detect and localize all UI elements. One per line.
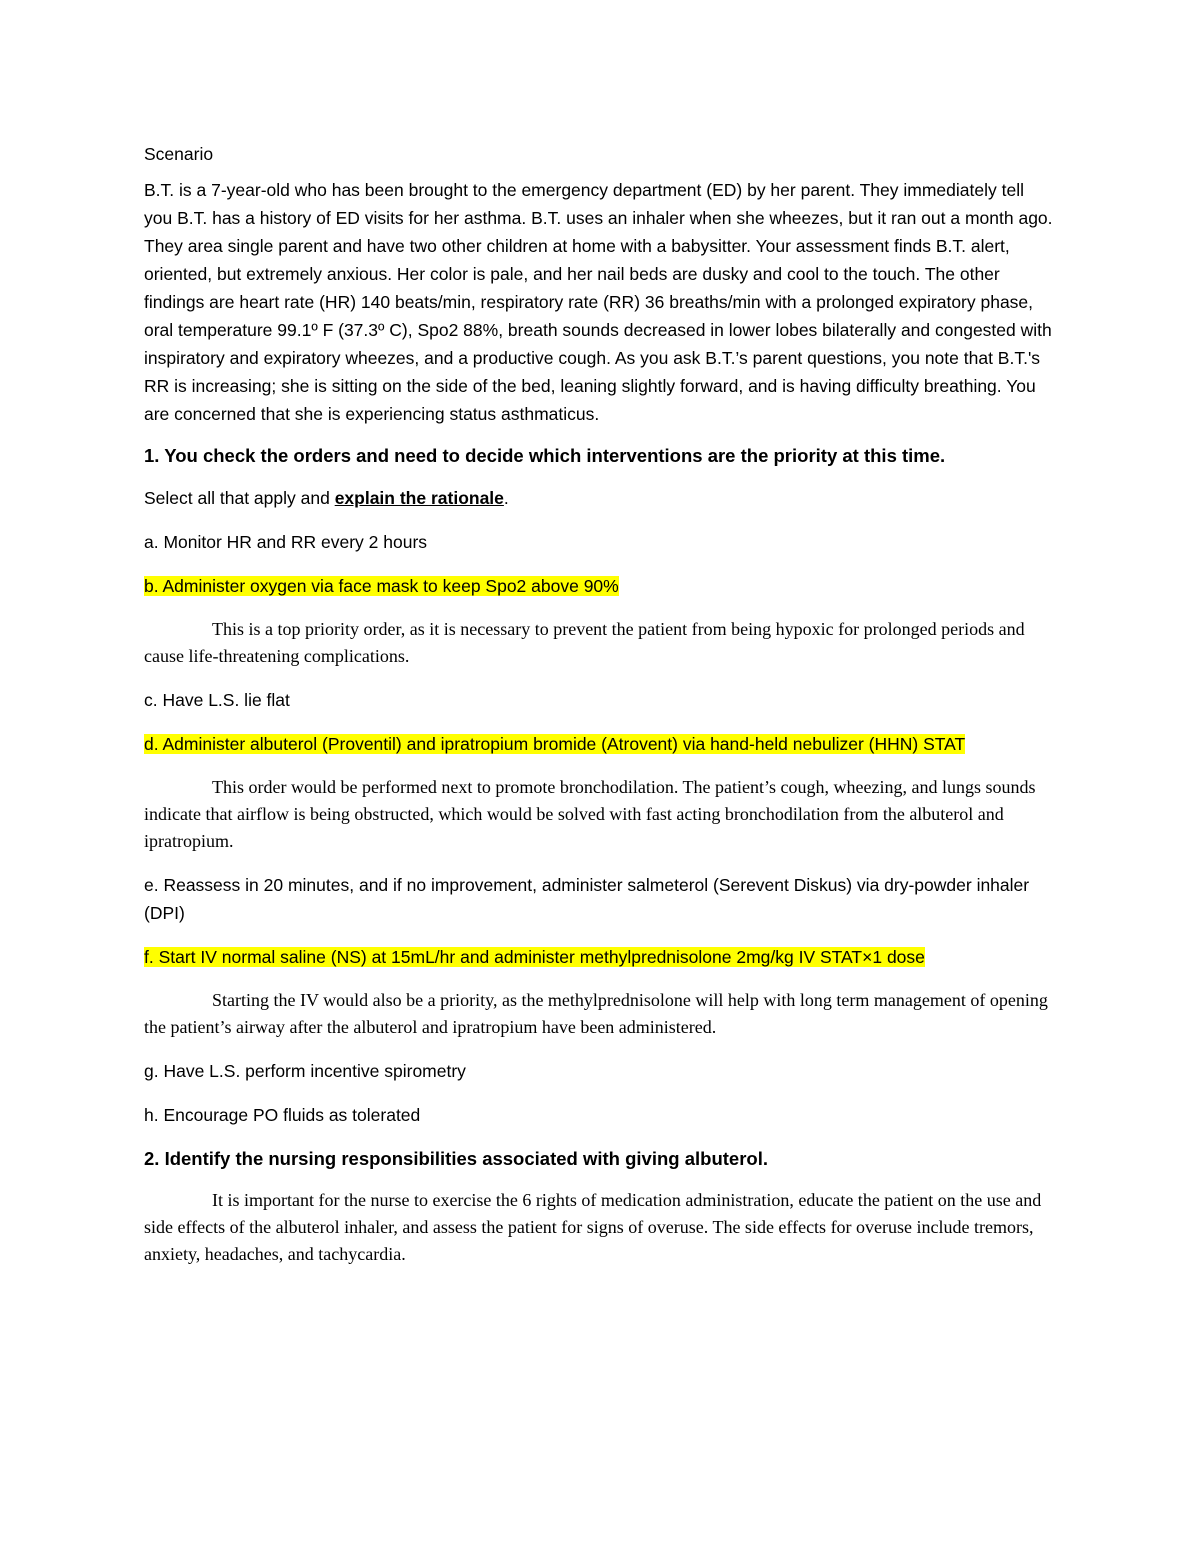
scenario-body: B.T. is a 7-year-old who has been brought to the emergency department (ED) by her parent. They immediately tell you B.T. has a history of ED visits for her asthma. B.T. uses an inhaler when she wheezes, but it ran out a month ago. They area single parent and have two other children at home with a babysitter. Your assessment finds B.T. alert, oriented, but extremely anxious. Her color is pale, and her nail beds are dusky and cool to the touch. The other findings are heart rate (HR) 140 beats/min, respiratory rate (RR) 36 breaths/min with a prolonged expiratory phase, oral temperature 99.1º F (37.3º C), Spo2 88%, breath sounds decreased in lower lobes bilaterally and congested with inspiratory and expiratory wheezes, and a productive cough. As you ask B.T.’s parent questions, you note that B.T.'s RR is increasing; she is sitting on the side of the bed, leaning slightly forward, and is having difficulty breathing. You are concerned that she is experiencing status asthmaticus.	[144, 180, 1053, 424]
option-f-highlighted: f. Start IV normal saline (NS) at 15mL/hr and administer methylprednisolone 2mg/kg IV STAT×1 dose	[144, 947, 925, 967]
document-page	[144, 140, 1056, 1284]
option-d-rationale: This order would be performed next to promote bronchodilation. The patient’s cough, wheezing, and lungs sounds indicate that airflow is being obstructed, which would be solved with fast acting bronchodilation from the albuterol and ipratropium.	[144, 777, 1036, 851]
option-b	[144, 572, 1056, 600]
question-2-answer: It is important for the nurse to exercise the 6 rights of medication administration, educate the patient on the use and side effects of the albuterol inhaler, and assess the patient for signs of overuse. The side effects for overuse include tremors, anxiety, headaches, and tachycardia.	[144, 1190, 1042, 1264]
scenario-title: Scenario	[144, 144, 214, 164]
option-d	[144, 730, 1056, 758]
option-b-rationale: This is a top priority order, as it is necessary to prevent the patient from being hypoxic for prolonged periods and cause life-threatening complications.	[144, 619, 1025, 666]
option-d-highlighted: d. Administer albuterol (Proventil) and ipratropium bromide (Atrovent) via hand-held nebulizer (HHN) STAT	[144, 734, 966, 754]
instruction-suffix: .	[503, 488, 509, 508]
question-1-heading: 1. You check the orders and need to decide which interventions are the priority at this time.	[144, 445, 946, 466]
option-f-rationale: Starting the IV would also be a priority, as the methylprednisolone will help with long term management of opening the patient’s airway after the albuterol and ipratropium have been administered.	[144, 990, 1048, 1037]
question-2-heading: 2. Identify the nursing responsibilities associated with giving albuterol.	[144, 1148, 768, 1169]
option-f	[144, 943, 1056, 971]
instruction-emphasis: explain the rationale	[334, 488, 504, 508]
option-g: g. Have L.S. perform incentive spirometry	[144, 1061, 466, 1081]
option-b-highlighted: b. Administer oxygen via face mask to keep Spo2 above 90%	[144, 576, 619, 596]
option-h: h. Encourage PO fluids as tolerated	[144, 1105, 421, 1125]
option-c: c. Have L.S. lie flat	[144, 690, 290, 710]
option-e: e. Reassess in 20 minutes, and if no improvement, administer salmeterol (Serevent Diskus) via dry-powder inhaler (DPI)	[144, 875, 1030, 923]
question-1-instruction	[144, 484, 1056, 512]
option-a: a. Monitor HR and RR every 2 hours	[144, 532, 428, 552]
instruction-prefix: Select all that apply and	[144, 488, 335, 508]
